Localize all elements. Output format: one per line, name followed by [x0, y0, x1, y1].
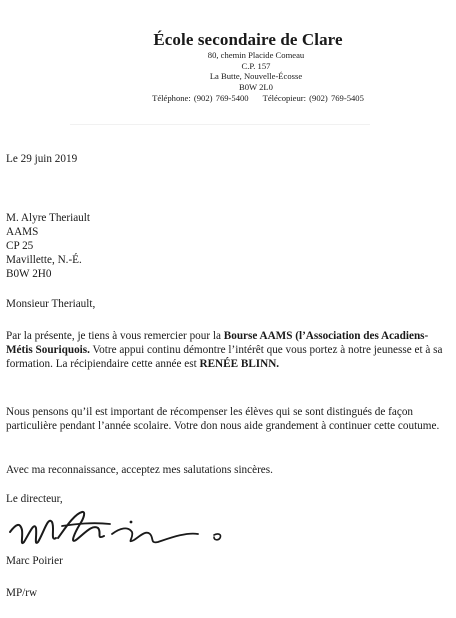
signatory-name: Marc Poirier [6, 555, 63, 567]
address-line-city: La Butte, Nouvelle-Écosse [209, 71, 303, 82]
closing-title: Le directeur, [6, 493, 63, 505]
scan-artifact-line [70, 124, 370, 125]
address-postal-code: B0W 2L0 [239, 82, 273, 93]
address-line-po-box: C.P. 157 [241, 60, 271, 71]
recipient-address [6, 211, 448, 281]
paragraph-thanks [6, 329, 448, 371]
handwritten-signature [0, 502, 230, 562]
paragraph-thanks-intro: Par la présente, je tiens à vous remercier pour la [6, 330, 224, 342]
fax-number: Télécopieur: (902) 769-5405 [262, 92, 364, 103]
award-recipient-name: RENÉE BLINN. [199, 358, 280, 370]
reference-initials: MP/rw [6, 587, 38, 599]
award-name: Bourse AAMS (l’Association des Acadiens-Métis Souriquois. [6, 330, 429, 356]
letter-date: Le 29 juin 2019 [6, 153, 78, 165]
letterhead [0, 30, 456, 104]
paragraph-importance: Nous pensons qu’il est important de récompenser les élèves qui se sont distingués de façon particulière pendant l’année scolaire. Votre don nous aide grandement à continuer cette coutume. [6, 406, 440, 432]
phone-number: Téléphone: (902) 769-5400 [152, 92, 249, 103]
paragraph-thanks-middle: Votre appui continu démontre l’intérêt que vous portez à notre jeunesse et à sa formation. La récipiendaire cette année est [6, 344, 443, 370]
recipient-po-box: CP 25 [6, 240, 34, 252]
recipient-organization: AAMS [6, 226, 39, 238]
school-name: École secondaire de Clare [153, 30, 343, 49]
salutation: Monsieur Theriault, [6, 298, 96, 310]
paragraph-regards: Avec ma reconnaissance, acceptez mes salutations sincères. [6, 464, 273, 476]
address-line-street: 80, chemin Placide Comeau [207, 50, 305, 60]
contact-numbers [0, 93, 456, 104]
recipient-name: M. Alyre Theriault [6, 212, 90, 224]
recipient-city: Mavillette, N.-É. [6, 254, 82, 266]
recipient-postal-code: B0W 2H0 [6, 268, 52, 280]
